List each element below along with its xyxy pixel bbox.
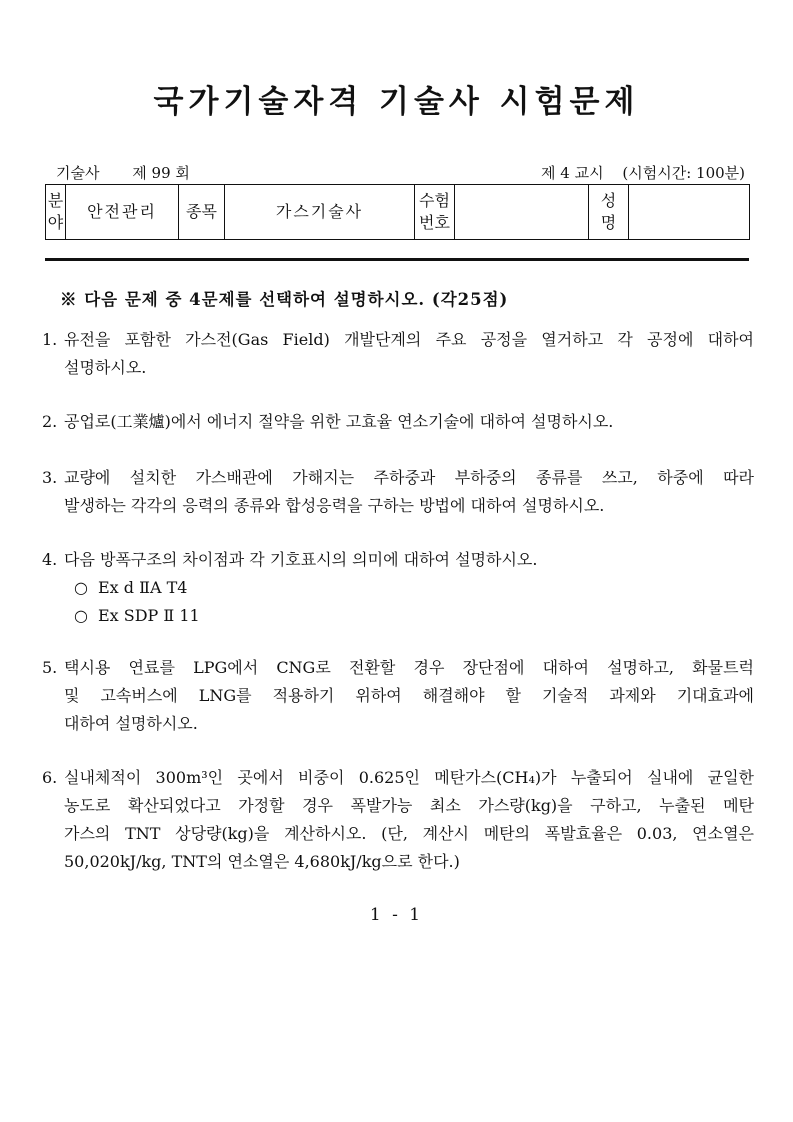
question-line: 50,020kJ/kg, TNT의 연소열은 4,680kJ/kg으로 한다.): [64, 852, 460, 871]
question-4: [42, 546, 754, 630]
question-line: 공업로(工業爐)에서 에너지 절약을 위한 고효율 연소기술에 대하여 설명하시오.: [64, 412, 614, 431]
sub-item-text: Ex SDP Ⅱ 11: [97, 606, 200, 625]
question-line: 및 고속버스에 LNG를 적용하기 위하여 해결해야 할 기술적 과제와 기대효과에: [64, 686, 754, 705]
question-line: 농도로 확산되었다고 가정할 경우 폭발가능 최소 가스량(kg)을 구하고, 누출된 메탄: [64, 796, 754, 815]
name-label: 성 명: [589, 185, 629, 240]
exam-meta-left: [56, 162, 218, 183]
exam-number-label: 수험 번호: [415, 185, 455, 240]
question-line: 가스의 TNT 상당량(kg)을 계산하시오. (단, 계산시 메탄의 폭발효율은 0.03, 연소열은: [64, 824, 754, 843]
question-line: 실내체적이 300m³인 곳에서 비중이 0.625인 메탄가스(CH₄)가 누출되어 실내에 균일한: [64, 768, 754, 787]
question-6: [42, 764, 754, 876]
question-number: 1.: [42, 330, 58, 349]
exam-time: (시험시간: 100분): [622, 164, 745, 182]
question-number: 6.: [42, 768, 58, 787]
question-number: 2.: [42, 412, 58, 431]
question-1: [42, 326, 754, 382]
exam-period: 제 4 교시: [541, 164, 604, 182]
question-line: 다음 방폭구조의 차이점과 각 기호표시의 의미에 대하여 설명하시오.: [64, 550, 538, 569]
question-number: 3.: [42, 468, 58, 487]
type-value: 가스기술사: [225, 185, 415, 240]
question-line: 발생하는 각각의 응력의 종류와 합성응력을 구하는 방법에 대하여 설명하시오.: [64, 496, 605, 515]
sub-item-text: Ex d ⅡA T4: [97, 578, 188, 597]
question-line: 유전을 포함한 가스전(Gas Field) 개발단계의 주요 공정을 열거하고 각 공정에 대하여: [64, 330, 754, 349]
sub-item: [74, 602, 754, 630]
instruction: ※ 다음 문제 중 4문제를 선택하여 설명하시오. (각25점): [60, 290, 509, 309]
page-title: 국가기술자격 기술사 시험문제: [153, 84, 640, 120]
circle-bullet-icon: ○: [74, 606, 88, 625]
divider: [45, 258, 749, 261]
type-label: 종목: [179, 185, 225, 240]
exam-meta-right: [527, 162, 745, 183]
exam-category: 기술사: [56, 164, 100, 182]
question-line: 택시용 연료를 LPG에서 CNG로 전환할 경우 장단점에 대하여 설명하고, 화물트럭: [64, 658, 754, 677]
question-number: 5.: [42, 658, 58, 677]
question-3: [42, 464, 754, 520]
exam-round: 제 99 회: [132, 164, 190, 182]
question-2: [42, 408, 754, 436]
page-number: 1 - 1: [369, 905, 424, 925]
name-field[interactable]: [629, 185, 750, 240]
exam-info-table: [45, 184, 750, 240]
question-line: 교량에 설치한 가스배관에 가해지는 주하중과 부하중의 종류를 쓰고, 하중에 따라: [64, 468, 754, 487]
question-line: 설명하시오.: [64, 358, 147, 377]
question-number: 4.: [42, 550, 58, 569]
question-line: 대하여 설명하시오.: [64, 714, 198, 733]
field-value: 안전관리: [66, 185, 179, 240]
sub-item: [74, 574, 754, 602]
circle-bullet-icon: ○: [74, 578, 88, 597]
field-label: 분 야: [46, 185, 66, 240]
question-5: [42, 654, 754, 738]
exam-number-field[interactable]: [455, 185, 589, 240]
